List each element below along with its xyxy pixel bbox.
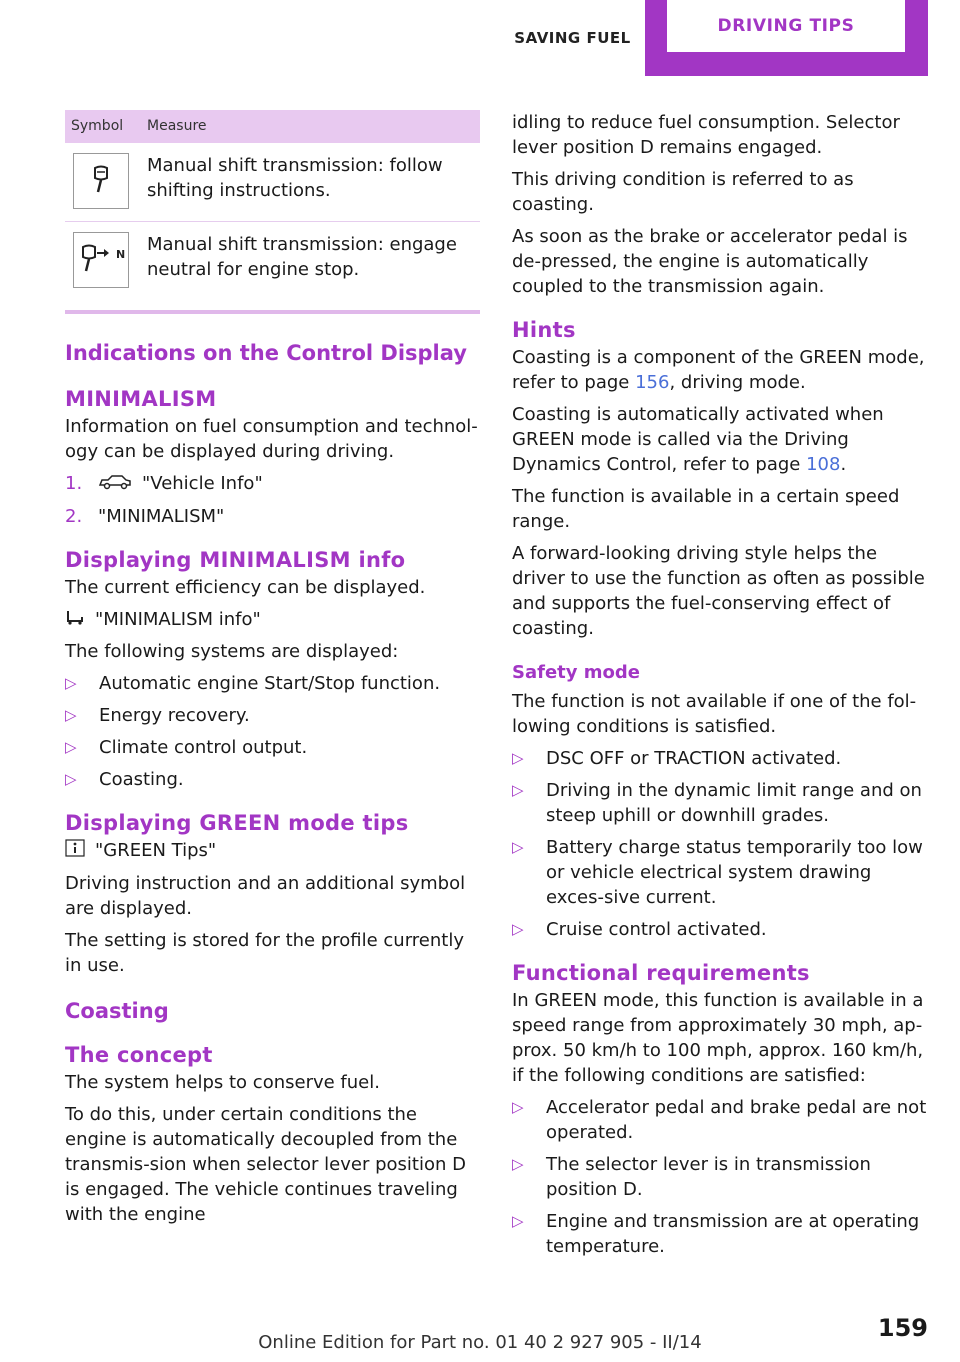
paragraph: Coasting is a component of the GREEN mode, refer to page 156, driving mode. [512,347,925,393]
heading-displaying-info: Displaying MINIMALISM info [65,547,406,572]
list-item: ▷ Cruise control activated. [512,919,767,940]
heading-indications: Indications on the Control Display [65,341,467,365]
measure-text: Manual shift transmission: follow shifting instructions. [141,143,480,222]
triangle-bullet-icon: ▷ [512,920,524,938]
paragraph: In GREEN mode, this function is available in a speed range from approximately 30 mph, ap‐prox. 50 km/h to 100 mph, approx. 160 km/h, if the following conditions are satisfied: [512,990,924,1086]
list-item: ▷ The selector lever is in transmission position D. [512,1154,871,1200]
step-number: 2. [65,505,83,527]
chapter-tab [645,0,928,76]
chapter-title: DRIVING TIPS [667,0,905,52]
list-item: ▷ Energy recovery. [65,705,250,726]
list-item: ▷ Engine and transmission are at operating temperature. [512,1211,920,1257]
right-column [512,110,927,1266]
car-icon [98,472,132,497]
col-measure-header: Measure [141,110,480,143]
paragraph: This driving condition is referred to as coasting. [512,169,854,215]
list-item: ▷ Accelerator pedal and brake pedal are not operated. [512,1097,927,1143]
triangle-bullet-icon: ▷ [65,706,77,724]
list-item [65,471,480,497]
triangle-bullet-icon: ▷ [512,749,524,767]
symbol-table [65,110,480,300]
step-text: "Vehicle Info" [142,473,263,494]
triangle-bullet-icon: ▷ [65,674,77,692]
triangle-bullet-icon: ▷ [512,1212,524,1230]
list-item: ▷ Driving in the dynamic limit range and on steep uphill or downhill grades. [512,780,922,826]
triangle-bullet-icon: ▷ [65,738,77,756]
page-link[interactable]: 108 [806,454,841,475]
paragraph: The function is available in a certain speed range. [512,486,900,532]
heading-green-tips: Displaying GREEN mode tips [65,811,409,835]
triangle-bullet-icon: ▷ [512,838,524,856]
paragraph: The setting is stored for the profile currently in use. [65,929,464,976]
left-column [65,110,480,1234]
heading-minimalism: MINIMALISM [65,387,217,411]
triangle-bullet-icon: ▷ [512,781,524,799]
list-item: ▷ Coasting. [65,769,184,790]
triangle-bullet-icon: ▷ [512,1098,524,1116]
paragraph: As soon as the brake or accelerator pedal is de‐pressed, the engine is automatically coupled to the transmission again. [512,226,908,297]
measure-text: Manual shift transmission: engage neutral for engine stop. [147,234,457,280]
paragraph: Driving instruction and an additional symbol are displayed. [65,872,466,919]
heading-safety-mode: Safety mode [512,662,640,683]
paragraph: Coasting is automatically activated when GREEN mode is called via the Driving Dynamics Control, refer to page 108. [512,404,884,475]
list-item: ▷ DSC OFF or TRACTION activated. [512,748,842,769]
page-link[interactable]: 156 [635,372,670,393]
heading-hints: Hints [512,318,576,342]
menu-text: "MINIMALISM info" [95,608,261,630]
paragraph: The function is not available if one of the fol‐lowing conditions is satisfied. [512,691,917,737]
footer-edition: Online Edition for Part no. 01 40 2 927 905 - II/14 [258,1332,702,1353]
step-number: 1. [65,473,83,494]
gear-lever-neutral-icon [73,232,129,288]
list-item: ▷ Battery charge status temporarily too low or vehicle electrical system drawing exces‐sive current. [512,837,923,908]
heading-concept: The concept [65,1042,213,1067]
triangle-bullet-icon: ▷ [512,1155,524,1173]
col-symbol-header: Symbol [65,110,141,143]
list-item [65,504,480,529]
requirements-list [512,1095,927,1259]
paragraph: To do this, under certain conditions the engine is automatically decoupled from the transmis‐sion when selector lever position D is engaged. The vehicle continues traveling with the engine [65,1103,466,1225]
heading-coasting: Coasting [65,998,169,1023]
list-item: ▷ Automatic engine Start/Stop function. [65,673,441,694]
paragraph: The current efficiency can be displayed. [65,576,426,598]
paragraph: The following systems are displayed: [65,641,399,662]
step-list [65,471,480,529]
page-number: 159 [877,1314,928,1342]
gear-lever-icon [73,153,129,209]
menu-path [65,607,480,633]
triangle-bullet-icon: ▷ [65,770,77,788]
paragraph: idling to reduce fuel consumption. Selector lever position D remains engaged. [512,112,900,158]
table-row [65,222,480,301]
paragraph: A forward-looking driving style helps the driver to use the function as often as possible and supports the fuel-conserving effect of coasting. [512,543,925,639]
heading-requirements: Functional requirements [512,961,810,985]
seat-icon [65,607,85,632]
menu-path [65,838,480,864]
info-icon [65,839,85,864]
list-item: ▷ Climate control output. [65,737,308,758]
safety-list [512,746,927,942]
section-header: SAVING FUEL [514,29,631,47]
table-row [65,143,480,222]
systems-list [65,671,480,792]
step-text: "MINIMALISM" [98,505,225,527]
paragraph: The system helps to conserve fuel. [65,1071,380,1093]
menu-text: "GREEN Tips" [95,840,217,861]
paragraph: Information on fuel consumption and technol‐ogy can be displayed during driving. [65,416,478,462]
section-divider [65,310,480,314]
svg-text:N: N [116,248,126,261]
